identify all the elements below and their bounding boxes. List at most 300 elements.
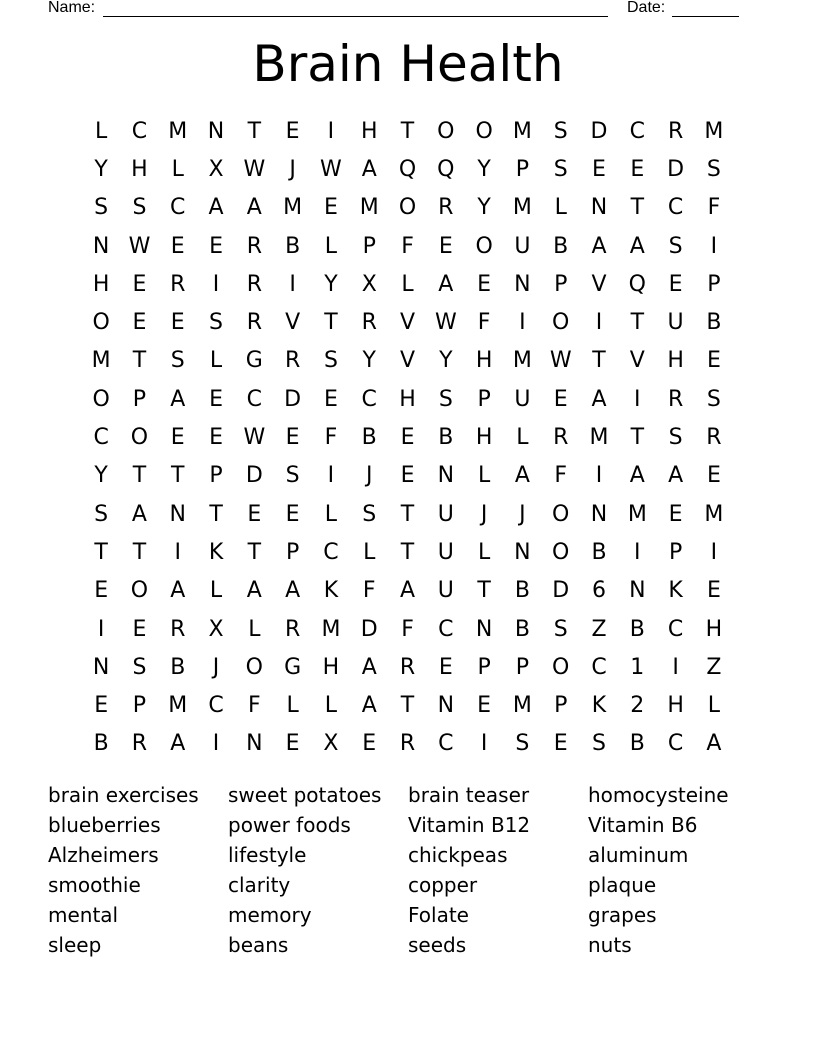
grid-letter: A: [438, 271, 454, 297]
grid-letter: E: [247, 501, 262, 527]
grid-letter: B: [629, 731, 645, 757]
grid-row: [82, 610, 733, 648]
grid-letter: M: [704, 118, 724, 144]
grid-letter: S: [209, 310, 224, 336]
grid-letter: N: [169, 501, 186, 527]
grid-letter: P: [209, 463, 223, 489]
grid-letter: B: [514, 578, 530, 604]
grid-letter: R: [246, 310, 262, 336]
grid-row: [82, 150, 733, 188]
grid-letter: C: [591, 654, 607, 680]
grid-letter: V: [285, 310, 301, 336]
word-bank-item: clarity: [228, 873, 291, 897]
grid-letter: L: [324, 233, 338, 259]
word-bank: [48, 780, 768, 960]
grid-letter: P: [132, 386, 147, 412]
word-bank-item: plaque: [588, 873, 657, 897]
grid-letter: J: [480, 501, 488, 527]
grid-letter: T: [324, 310, 338, 336]
grid-letter: M: [704, 501, 724, 527]
grid-letter: V: [629, 348, 645, 374]
grid-letter: C: [667, 731, 684, 757]
word-bank-item: Vitamin B6: [588, 813, 698, 837]
grid-row: [82, 495, 733, 533]
grid-letter: N: [92, 654, 110, 680]
grid-letter: N: [437, 463, 455, 489]
grid-letter: E: [553, 731, 568, 757]
grid-letter: E: [132, 616, 147, 642]
grid-letter: V: [591, 271, 607, 297]
grid-letter: K: [591, 693, 607, 719]
grid-letter: E: [209, 233, 223, 259]
grid-letter: Y: [94, 463, 108, 489]
grid-letter: Z: [706, 654, 722, 680]
grid-letter: T: [400, 539, 415, 565]
grid-letter: R: [246, 271, 262, 297]
grid-letter: D: [284, 386, 302, 412]
grid-letter: T: [247, 539, 262, 565]
grid-letter: S: [323, 348, 338, 374]
grid-letter: A: [514, 463, 530, 489]
grid-letter: C: [629, 118, 645, 144]
grid-letter: R: [438, 195, 454, 221]
grid-letter: R: [170, 271, 186, 297]
grid-letter: W: [243, 425, 266, 451]
grid-row: [82, 418, 733, 456]
grid-letter: P: [554, 271, 568, 297]
grid-row: [82, 380, 733, 418]
grid-letter: I: [97, 616, 105, 642]
grid-letter: R: [553, 425, 569, 451]
grid-letter: V: [399, 310, 416, 336]
grid-letter: O: [475, 118, 493, 144]
word-bank-item: smoothie: [48, 873, 141, 897]
grid-letter: P: [362, 233, 376, 259]
grid-letter: I: [212, 271, 220, 297]
grid-letter: D: [360, 616, 378, 642]
grid-letter: T: [630, 425, 645, 451]
grid-letter: U: [437, 578, 454, 604]
word-bank-item: mental: [48, 903, 119, 927]
grid-letter: O: [552, 310, 570, 336]
grid-letter: C: [93, 425, 109, 451]
grid-letter: E: [668, 501, 683, 527]
grid-letter: I: [634, 539, 641, 565]
grid-letter: M: [168, 118, 188, 144]
grid-row: [82, 572, 733, 610]
grid-letter: Q: [398, 156, 417, 182]
grid-letter: A: [208, 195, 224, 221]
grid-letter: A: [361, 654, 377, 680]
grid-letter: W: [128, 233, 151, 259]
grid-letter: M: [91, 348, 111, 374]
grid-letter: I: [327, 118, 335, 144]
grid-letter: L: [171, 156, 184, 182]
grid-letter: A: [246, 195, 262, 221]
grid-letter: C: [208, 693, 224, 719]
word-bank-item: Alzheimers: [48, 843, 159, 867]
grid-letter: C: [131, 118, 148, 144]
grid-letter: Q: [437, 156, 455, 182]
grid-letter: A: [706, 731, 722, 757]
word-bank-item: copper: [408, 873, 478, 897]
grid-letter: M: [321, 616, 341, 642]
header: [48, 0, 740, 19]
grid-letter: N: [207, 118, 225, 144]
grid-letter: L: [324, 693, 338, 719]
grid-letter: E: [94, 693, 109, 719]
grid-letter: L: [209, 578, 223, 604]
grid-letter: E: [438, 654, 453, 680]
grid-letter: C: [667, 195, 684, 221]
grid-letter: L: [363, 539, 376, 565]
grid-letter: N: [514, 271, 531, 297]
word-bank-item: homocysteine: [588, 783, 729, 807]
grid-letter: N: [437, 693, 455, 719]
grid-letter: L: [554, 195, 567, 221]
grid-row: [82, 265, 733, 303]
grid-letter: Y: [439, 348, 453, 374]
grid-letter: P: [554, 693, 568, 719]
grid-row: [82, 112, 733, 150]
grid-letter: E: [94, 578, 109, 604]
grid-letter: I: [519, 310, 526, 336]
grid-letter: A: [131, 501, 147, 527]
grid-letter: B: [361, 425, 377, 451]
word-bank-item: beans: [228, 933, 289, 957]
grid-letter: N: [514, 539, 531, 565]
grid-letter: U: [437, 501, 454, 527]
grid-letter: U: [514, 233, 531, 259]
grid-letter: E: [209, 386, 223, 412]
grid-letter: T: [400, 501, 415, 527]
grid-letter: A: [285, 578, 301, 604]
word-bank-item: sleep: [48, 933, 102, 957]
grid-letter: C: [438, 616, 454, 642]
grid-letter: I: [480, 731, 488, 757]
grid-letter: N: [590, 501, 608, 527]
grid-letter: E: [592, 156, 606, 182]
grid-letter: P: [515, 156, 530, 182]
grid-letter: P: [477, 386, 491, 412]
grid-letter: E: [477, 271, 492, 297]
grid-letter: M: [512, 118, 532, 144]
grid-letter: L: [248, 616, 261, 642]
grid-letter: J: [519, 501, 526, 527]
grid-letter: E: [209, 425, 223, 451]
grid-letter: U: [667, 310, 684, 336]
grid-letter: B: [514, 616, 530, 642]
grid-letter: I: [595, 463, 603, 489]
grid-letter: E: [132, 271, 147, 297]
grid-letter: L: [516, 425, 529, 451]
grid-letter: R: [667, 118, 684, 144]
grid-letter: R: [131, 731, 148, 757]
grid-letter: L: [209, 348, 223, 374]
grid-letter: R: [170, 616, 186, 642]
grid-letter: A: [361, 156, 377, 182]
grid-letter: M: [283, 195, 303, 221]
grid-letter: R: [399, 731, 416, 757]
grid-letter: O: [552, 539, 570, 565]
name-blank[interactable]: [103, 16, 608, 17]
grid-letter: R: [284, 616, 301, 642]
grid-letter: A: [668, 463, 684, 489]
grid-letter: L: [286, 693, 299, 719]
grid-letter: T: [400, 118, 415, 144]
grid-letter: L: [477, 463, 491, 489]
grid-letter: Z: [591, 616, 607, 642]
grid-row: [82, 342, 733, 380]
letter-grid: [82, 112, 733, 763]
grid-letter: R: [399, 654, 416, 680]
grid-letter: O: [552, 501, 570, 527]
grid-letter: H: [667, 693, 684, 719]
word-bank-item: brain exercises: [48, 783, 199, 807]
grid-letter: E: [323, 386, 338, 412]
word-column: [588, 780, 768, 960]
word-bank-item: Vitamin B12: [408, 813, 531, 837]
grid-letter: T: [630, 310, 645, 336]
grid-letter: F: [554, 463, 568, 489]
grid-letter: H: [131, 156, 148, 182]
grid-letter: D: [667, 156, 685, 182]
grid-letter: N: [590, 195, 608, 221]
grid-letter: S: [515, 731, 530, 757]
grid-letter: S: [668, 233, 683, 259]
grid-letter: J: [289, 156, 296, 182]
grid-letter: Y: [362, 348, 376, 374]
grid-letter: T: [132, 463, 147, 489]
grid-letter: U: [514, 386, 531, 412]
grid-letter: 2: [630, 693, 645, 719]
grid-letter: E: [170, 425, 185, 451]
grid-letter: M: [512, 348, 532, 374]
grid-letter: O: [130, 578, 149, 604]
grid-letter: A: [170, 731, 186, 757]
grid-letter: H: [322, 654, 340, 680]
grid-letter: G: [245, 348, 263, 374]
grid-letter: Y: [324, 271, 338, 297]
grid-letter: P: [707, 271, 721, 297]
grid-letter: J: [365, 463, 373, 489]
grid-letter: A: [591, 233, 607, 259]
grid-letter: M: [627, 501, 647, 527]
grid-row: [82, 725, 733, 763]
grid-letter: B: [553, 233, 569, 259]
grid-letter: E: [400, 463, 415, 489]
grid-letter: T: [94, 539, 108, 565]
grid-row: [82, 457, 733, 495]
grid-row: [82, 686, 733, 724]
grid-letter: O: [245, 654, 263, 680]
grid-letter: K: [208, 539, 224, 565]
grid-letter: N: [475, 616, 493, 642]
grid-letter: O: [552, 654, 570, 680]
grid-letter: X: [208, 616, 224, 642]
grid-letter: O: [398, 195, 417, 221]
grid-letter: B: [591, 539, 607, 565]
grid-letter: A: [246, 578, 262, 604]
grid-letter: I: [710, 233, 718, 259]
grid-letter: W: [243, 156, 266, 182]
grid-letter: T: [132, 539, 147, 565]
grid-letter: X: [323, 731, 339, 757]
grid-letter: A: [361, 693, 377, 719]
grid-row: [82, 533, 733, 571]
grid-letter: O: [475, 233, 493, 259]
grid-letter: B: [438, 425, 454, 451]
grid-letter: I: [634, 386, 641, 412]
grid-letter: P: [132, 693, 147, 719]
grid-letter: H: [475, 425, 493, 451]
grid-letter: S: [94, 195, 109, 221]
grid-letter: L: [707, 693, 721, 719]
date-blank[interactable]: [672, 16, 739, 17]
grid-letter: S: [94, 501, 109, 527]
grid-letter: W: [434, 310, 457, 336]
grid-letter: P: [515, 654, 530, 680]
grid-letter: 1: [630, 654, 645, 680]
grid-letter: O: [92, 310, 110, 336]
grid-letter: S: [668, 425, 683, 451]
grid-letter: F: [401, 233, 414, 259]
grid-letter: Y: [477, 195, 491, 221]
grid-letter: P: [477, 654, 491, 680]
grid-letter: O: [92, 386, 110, 412]
grid-letter: T: [400, 693, 415, 719]
grid-letter: U: [437, 539, 454, 565]
grid-letter: J: [212, 654, 220, 680]
grid-letter: Y: [477, 156, 491, 182]
grid-letter: M: [589, 425, 609, 451]
grid-letter: A: [170, 578, 186, 604]
grid-letter: L: [95, 118, 108, 144]
page-title: Brain Health: [252, 35, 564, 93]
grid-letter: C: [438, 731, 454, 757]
grid-letter: O: [437, 118, 455, 144]
grid-letter: A: [629, 233, 645, 259]
word-bank-item: brain teaser: [408, 783, 530, 807]
grid-letter: S: [706, 386, 721, 412]
grid-letter: T: [132, 348, 147, 374]
grid-letter: E: [170, 233, 185, 259]
grid-letter: S: [170, 348, 185, 374]
grid-letter: R: [361, 310, 377, 336]
grid-letter: A: [399, 578, 416, 604]
grid-letter: S: [553, 118, 568, 144]
grid-letter: E: [630, 156, 645, 182]
grid-letter: M: [512, 195, 532, 221]
grid-letter: E: [553, 386, 568, 412]
grid-letter: T: [630, 195, 645, 221]
grid-letter: T: [477, 578, 491, 604]
grid-letter: N: [629, 578, 646, 604]
grid-letter: E: [706, 348, 721, 374]
grid-letter: I: [327, 463, 335, 489]
word-bank-item: aluminum: [588, 843, 689, 867]
grid-letter: P: [285, 539, 300, 565]
word-bank-item: blueberries: [48, 813, 161, 837]
word-column: [228, 780, 408, 960]
grid-letter: M: [168, 693, 188, 719]
grid-letter: E: [285, 118, 300, 144]
grid-letter: Q: [628, 271, 646, 297]
grid-letter: C: [246, 386, 263, 412]
word-bank-item: seeds: [408, 933, 467, 957]
grid-letter: K: [668, 578, 683, 604]
grid-letter: C: [170, 195, 186, 221]
word-bank-item: power foods: [228, 813, 351, 837]
word-bank-item: chickpeas: [408, 843, 508, 867]
grid-letter: E: [285, 731, 300, 757]
grid-letter: S: [553, 616, 568, 642]
grid-letter: F: [324, 425, 338, 451]
grid-letter: N: [92, 233, 110, 259]
grid-letter: T: [247, 118, 262, 144]
word-bank-item: grapes: [588, 903, 657, 927]
grid-letter: L: [324, 501, 338, 527]
grid-letter: R: [667, 386, 684, 412]
grid-letter: I: [595, 310, 603, 336]
grid-letter: S: [706, 156, 721, 182]
grid-letter: V: [399, 348, 416, 374]
grid-letter: S: [553, 156, 568, 182]
grid-letter: F: [477, 310, 491, 336]
grid-letter: C: [323, 539, 339, 565]
grid-letter: B: [170, 654, 186, 680]
grid-letter: E: [706, 463, 721, 489]
grid-letter: H: [360, 118, 378, 144]
grid-letter: X: [208, 156, 224, 182]
grid-letter: P: [668, 539, 683, 565]
grid-letter: A: [629, 463, 645, 489]
grid-letter: E: [706, 578, 721, 604]
grid-row: [82, 303, 733, 341]
grid-letter: W: [320, 156, 342, 182]
grid-row: [82, 227, 733, 265]
grid-letter: A: [170, 386, 186, 412]
grid-letter: 6: [592, 578, 606, 604]
grid-letter: B: [629, 616, 645, 642]
grid-letter: D: [245, 463, 263, 489]
grid-letter: C: [667, 616, 684, 642]
grid-letter: S: [132, 654, 147, 680]
grid-letter: G: [284, 654, 302, 680]
grid-letter: F: [248, 693, 261, 719]
grid-letter: S: [592, 731, 606, 757]
word-bank-item: lifestyle: [228, 843, 307, 867]
grid-letter: H: [667, 348, 684, 374]
grid-letter: R: [246, 233, 262, 259]
word-bank-item: nuts: [588, 933, 632, 957]
grid-letter: I: [174, 539, 181, 565]
grid-letter: H: [475, 348, 493, 374]
grid-letter: B: [285, 233, 301, 259]
grid-letter: T: [171, 463, 185, 489]
grid-letter: O: [130, 425, 149, 451]
word-bank-item: memory: [228, 903, 312, 927]
grid-letter: M: [359, 195, 379, 221]
grid-letter: E: [438, 233, 453, 259]
grid-letter: E: [668, 271, 683, 297]
grid-letter: E: [400, 425, 415, 451]
word-bank-item: sweet potatoes: [228, 783, 382, 807]
grid-letter: S: [362, 501, 377, 527]
grid-letter: H: [92, 271, 110, 297]
grid-letter: S: [285, 463, 300, 489]
grid-letter: H: [399, 386, 416, 412]
